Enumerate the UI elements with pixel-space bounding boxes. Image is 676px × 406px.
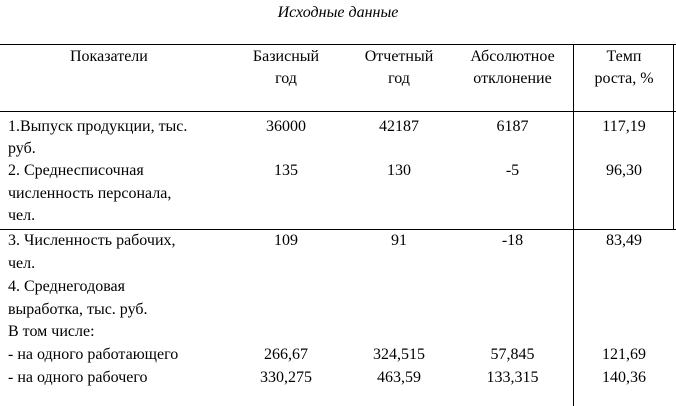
header-report-year: Отчетный xyxy=(364,48,434,65)
header-abs-deviation: отклонение xyxy=(473,70,552,87)
row-label: выработка, тыс. руб. xyxy=(8,301,148,318)
row-label: 3. Численность рабочих, xyxy=(8,232,176,249)
cell-base: 266,67 xyxy=(264,346,308,363)
cell-report: 42187 xyxy=(379,118,419,135)
cell-base: 36000 xyxy=(266,118,306,135)
cell-rate: 117,19 xyxy=(602,118,646,135)
row-label: - на одного работающего xyxy=(8,346,179,363)
cell-report: 324,515 xyxy=(373,346,425,363)
header-base-year: год xyxy=(275,70,297,87)
cell-rate: 140,36 xyxy=(602,369,646,386)
row-label: руб. xyxy=(8,140,36,157)
cell-report: 130 xyxy=(387,162,411,179)
cell-abs: 133,315 xyxy=(486,369,539,386)
header-indicators: Показатели xyxy=(70,48,148,65)
cell-base: 330,275 xyxy=(260,369,312,386)
header-growth-rate: роста, % xyxy=(594,70,654,87)
row-label: - на одного рабочего xyxy=(8,369,148,386)
cell-base: 135 xyxy=(274,162,298,179)
cell-abs: 6187 xyxy=(496,118,529,135)
cell-rate: 121,69 xyxy=(602,346,646,363)
table-top-border xyxy=(0,44,676,45)
row-label: чел. xyxy=(8,207,36,224)
cell-report: 463,59 xyxy=(377,369,421,386)
header-growth-rate: Темп xyxy=(606,48,642,65)
header-bottom-border xyxy=(0,111,676,112)
row-label: 2. Среднесписочная xyxy=(8,162,144,179)
cell-abs: 57,845 xyxy=(490,346,535,363)
cell-abs: -18 xyxy=(501,232,524,249)
row-label: В том числе: xyxy=(8,323,95,340)
cell-abs: -5 xyxy=(505,162,520,179)
table-caption: Исходные данные xyxy=(277,4,399,21)
header-abs-deviation: Абсолютное xyxy=(470,48,555,65)
row-label: 4. Среднегодовая xyxy=(8,278,126,295)
cell-report: 91 xyxy=(391,232,407,249)
row-label: чел. xyxy=(8,255,36,272)
header-report-year: год xyxy=(388,70,410,87)
header-base-year: Базисный xyxy=(252,48,320,65)
cell-rate: 83,49 xyxy=(606,232,642,249)
cell-rate: 96,30 xyxy=(606,162,642,179)
row-label: 1.Выпуск продукции, тыс. xyxy=(8,118,188,135)
cell-base: 109 xyxy=(274,232,298,249)
row-label: численность персонала, xyxy=(8,185,172,202)
